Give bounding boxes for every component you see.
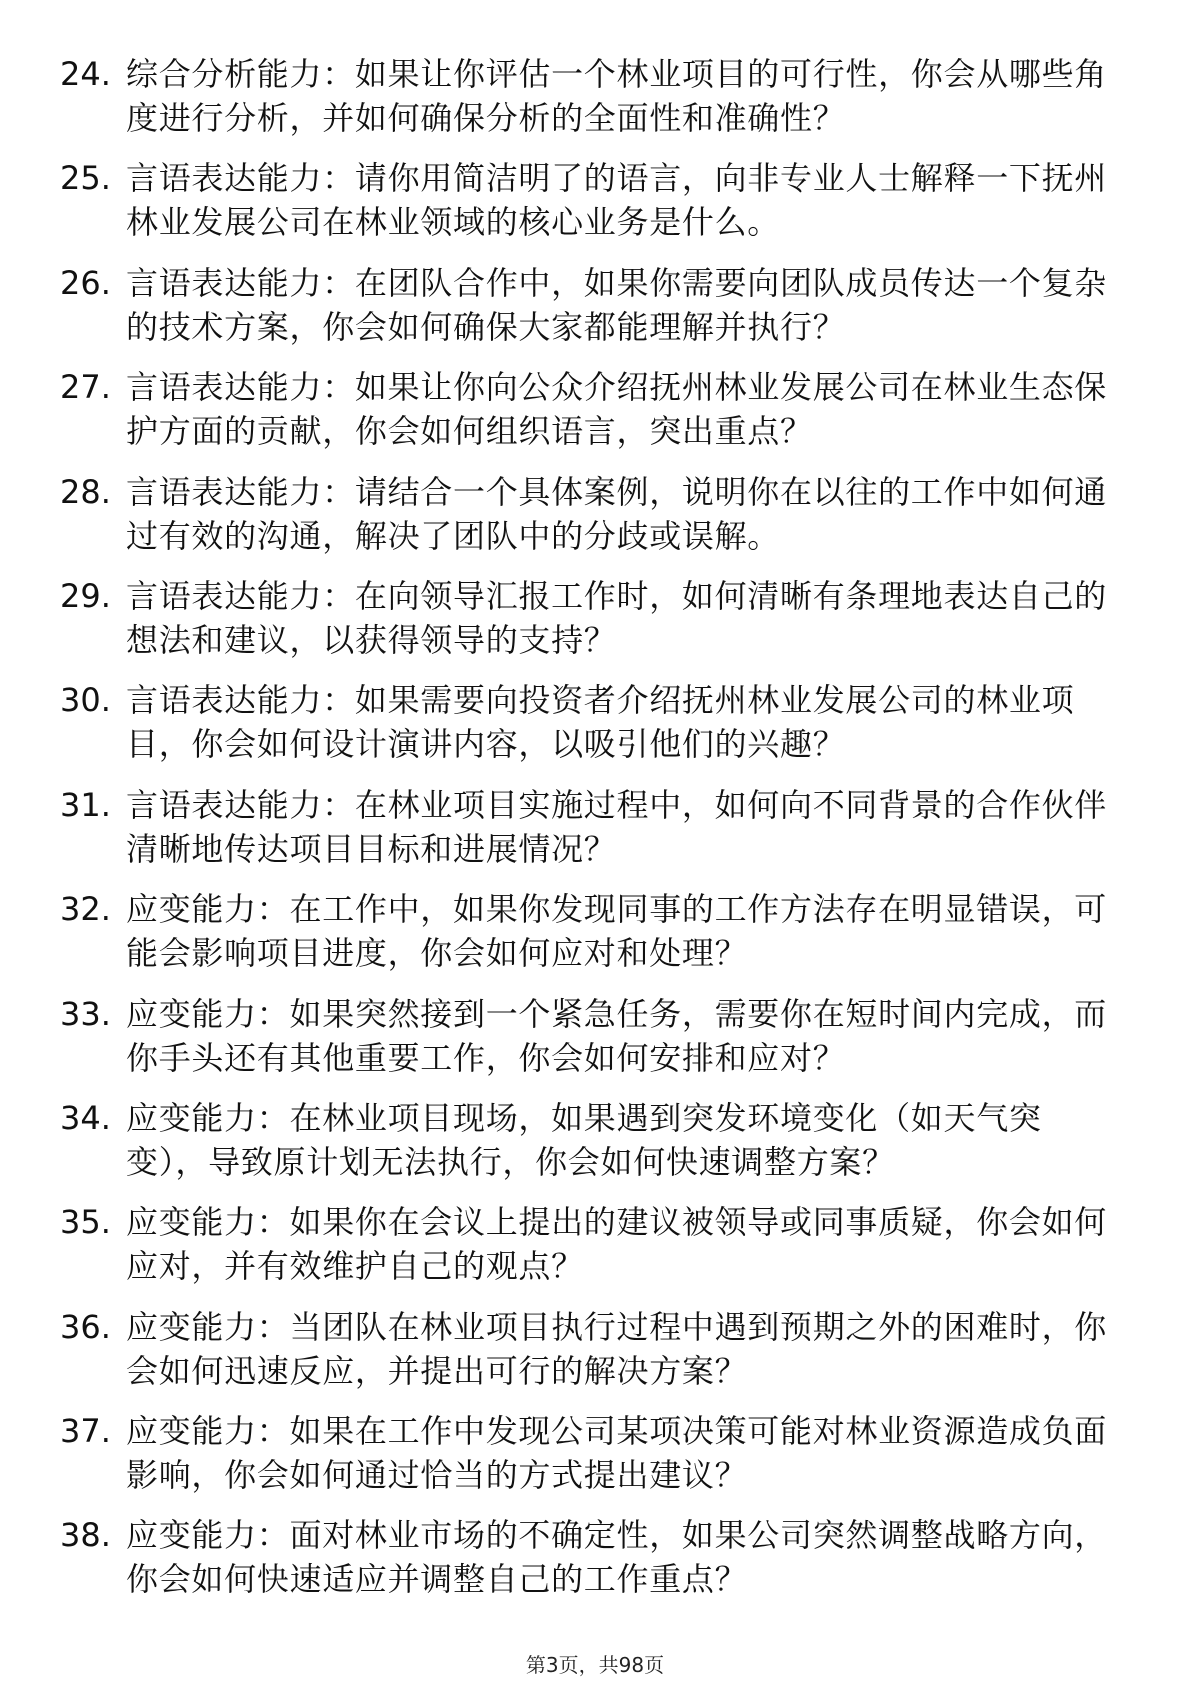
question-text: 言语表达能力：在团队合作中，如果你需要向团队成员传达一个复杂的技术方案，你会如何确保大家都能理解并执行？: [126, 263, 1108, 346]
question-number: 37.: [60, 1412, 111, 1451]
question-text: 应变能力：如果你在会议上提出的建议被领导或同事质疑，你会如何应对，并有效维护自己的观点？: [126, 1203, 1108, 1286]
page-number-footer: 第3页，共98页: [525, 1653, 665, 1677]
question-number: 33.: [60, 994, 111, 1033]
question-item: [60, 783, 1120, 871]
question-item: [60, 52, 1120, 140]
question-text: 应变能力：在工作中，如果你发现同事的工作方法存在明显错误，可能会影响项目进度，你会如何应对和处理？: [126, 890, 1108, 973]
question-item: [60, 887, 1120, 975]
question-text: 应变能力：面对林业市场的不确定性，如果公司突然调整战略方向，你会如何快速适应并调整自己的工作重点？: [126, 1516, 1108, 1599]
question-text: 应变能力：当团队在林业项目执行过程中遇到预期之外的困难时，你会如何迅速反应，并提出可行的解决方案？: [126, 1307, 1108, 1390]
question-text: 应变能力：如果在工作中发现公司某项决策可能对林业资源造成负面影响，你会如何通过恰当的方式提出建议？: [126, 1412, 1108, 1495]
question-text: 应变能力：在林业项目现场，如果遇到突发环境变化（如天气突变），导致原计划无法执行，你会如何快速调整方案？: [126, 1098, 1042, 1181]
question-text: 言语表达能力：如果需要向投资者介绍抚州林业发展公司的林业项目，你会如何设计演讲内容，以吸引他们的兴趣？: [126, 681, 1075, 764]
question-item: [60, 1305, 1120, 1393]
question-text: 言语表达能力：在林业项目实施过程中，如何向不同背景的合作伙伴清晰地传达项目目标和进展情况？: [126, 785, 1108, 868]
question-item: [60, 992, 1120, 1080]
question-number: 38.: [60, 1516, 111, 1555]
question-item: [60, 574, 1120, 662]
question-item: [60, 365, 1120, 453]
question-item: [60, 156, 1120, 244]
question-text: 应变能力：如果突然接到一个紧急任务，需要你在短时间内完成，而你手头还有其他重要工作，你会如何安排和应对？: [126, 994, 1108, 1077]
question-list: [60, 52, 1120, 1618]
question-number: 32.: [60, 890, 111, 929]
question-number: 24.: [60, 55, 111, 93]
question-number: 30.: [60, 681, 111, 720]
question-number: 26.: [60, 263, 111, 302]
question-text: 言语表达能力：在向领导汇报工作时，如何清晰有条理地表达自己的想法和建议，以获得领导的支持？: [126, 576, 1108, 659]
question-text: 言语表达能力：如果让你向公众介绍抚州林业发展公司在林业生态保护方面的贡献，你会如何组织语言，突出重点？: [126, 368, 1108, 451]
question-number: 35.: [60, 1203, 111, 1242]
question-item: [60, 470, 1120, 558]
question-number: 28.: [60, 472, 111, 511]
question-item: [60, 1200, 1120, 1288]
question-text: 言语表达能力：请你用简洁明了的语言，向非专业人士解释一下抚州林业发展公司在林业领域的核心业务是什么。: [126, 159, 1108, 242]
question-text: 综合分析能力：如果让你评估一个林业项目的可行性，你会从哪些角度进行分析，并如何确保分析的全面性和准确性？: [126, 55, 1108, 137]
question-item: [60, 1409, 1120, 1497]
question-item: [60, 1096, 1120, 1184]
question-item: [60, 1513, 1120, 1601]
question-number: 27.: [60, 368, 111, 407]
question-item: [60, 678, 1120, 766]
question-number: 34.: [60, 1098, 111, 1137]
question-number: 25.: [60, 159, 111, 198]
question-number: 36.: [60, 1307, 111, 1346]
question-text: 言语表达能力：请结合一个具体案例，说明你在以往的工作中如何通过有效的沟通，解决了团队中的分歧或误解。: [126, 472, 1108, 555]
question-item: [60, 261, 1120, 349]
question-number: 31.: [60, 785, 111, 824]
question-number: 29.: [60, 576, 111, 615]
